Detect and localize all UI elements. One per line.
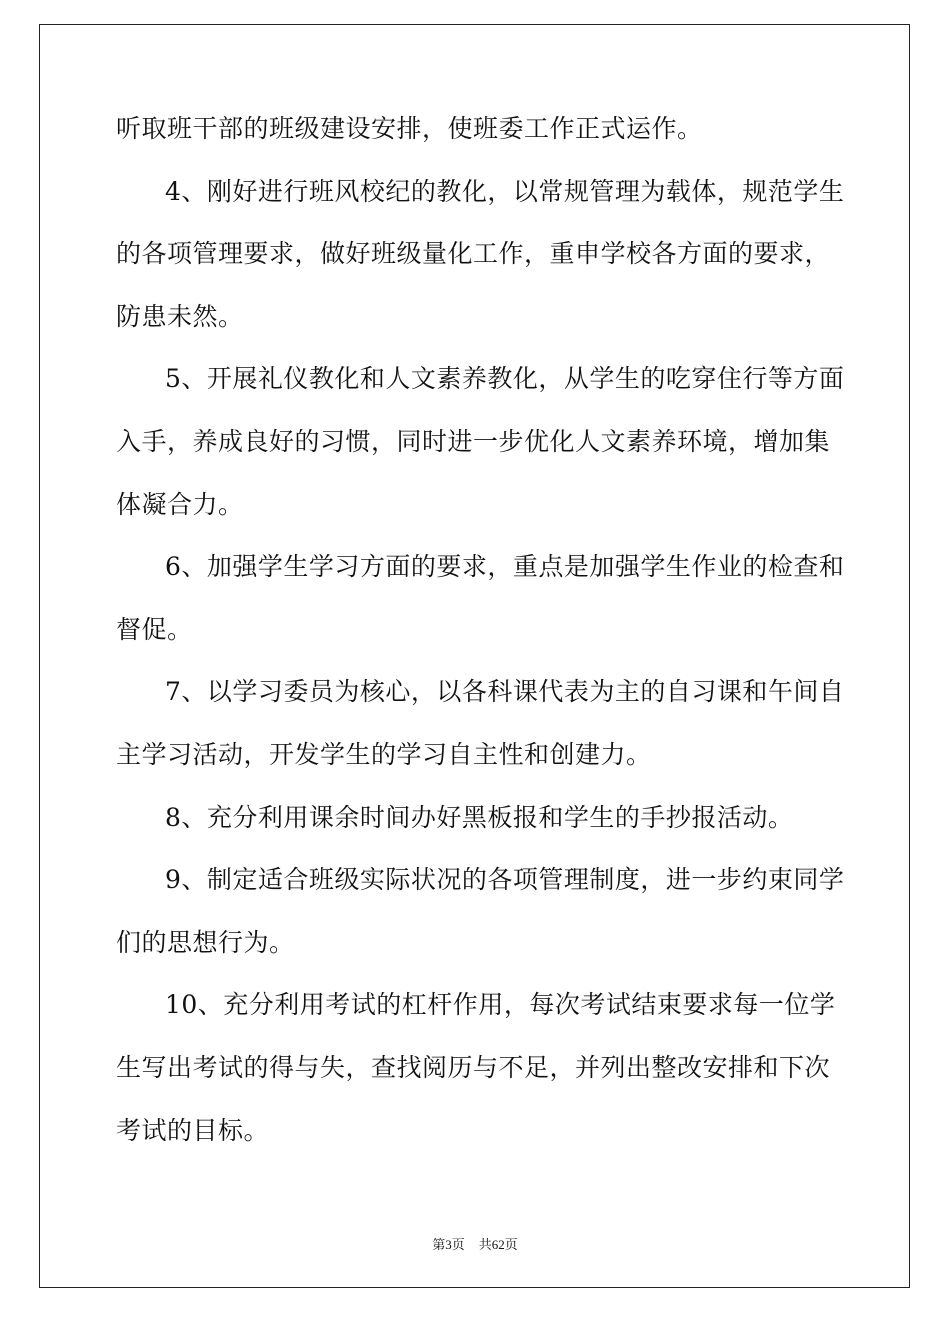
- text-line: 生写出考试的得与失，查找阅历与不足，并列出整改安排和下次: [116, 1052, 831, 1082]
- text-line: 6、加强学生学习方面的要求，重点是加强学生作业的检查和: [165, 552, 845, 582]
- text-line: 体凝合力。: [116, 489, 244, 519]
- text-line: 10、充分利用考试的杠杆作用，每次考试结束要求每一位学: [165, 990, 836, 1020]
- page-number: 第3页: [432, 1237, 465, 1252]
- text-line: 听取班干部的班级建设安排，使班委工作正式运作。: [116, 114, 703, 143]
- text-line: 7、以学习委员为核心，以各科课代表为主的自习课和午间自: [165, 677, 845, 707]
- text-line: 防患未然。: [116, 301, 244, 331]
- text-line: 们的思想行为。: [116, 927, 295, 957]
- text-line: 8、充分利用课余时间办好黑板报和学生的手抄报活动。: [165, 802, 794, 832]
- page-footer: [0, 1234, 950, 1253]
- document-body: [116, 98, 846, 1162]
- text-line: 主学习活动，开发学生的学习自主性和创建力。: [116, 739, 652, 769]
- text-line: 督促。: [116, 614, 193, 644]
- text-line: 入手，养成良好的习惯，同时进一步优化人文素养环境，增加集: [116, 426, 831, 456]
- text-line: 5、开展礼仪教化和人文素养教化，从学生的吃穿住行等方面: [165, 364, 845, 394]
- page-total: 共62页: [478, 1237, 518, 1252]
- text-line: 考试的目标。: [116, 1115, 270, 1145]
- text-line: 的各项管理要求，做好班级量化工作，重申学校各方面的要求，: [116, 239, 831, 269]
- text-line: 9、制定适合班级实际状况的各项管理制度，进一步约束同学: [165, 865, 845, 895]
- text-line: 4、刚好进行班风校纪的教化，以常规管理为载体，规范学生: [165, 176, 845, 206]
